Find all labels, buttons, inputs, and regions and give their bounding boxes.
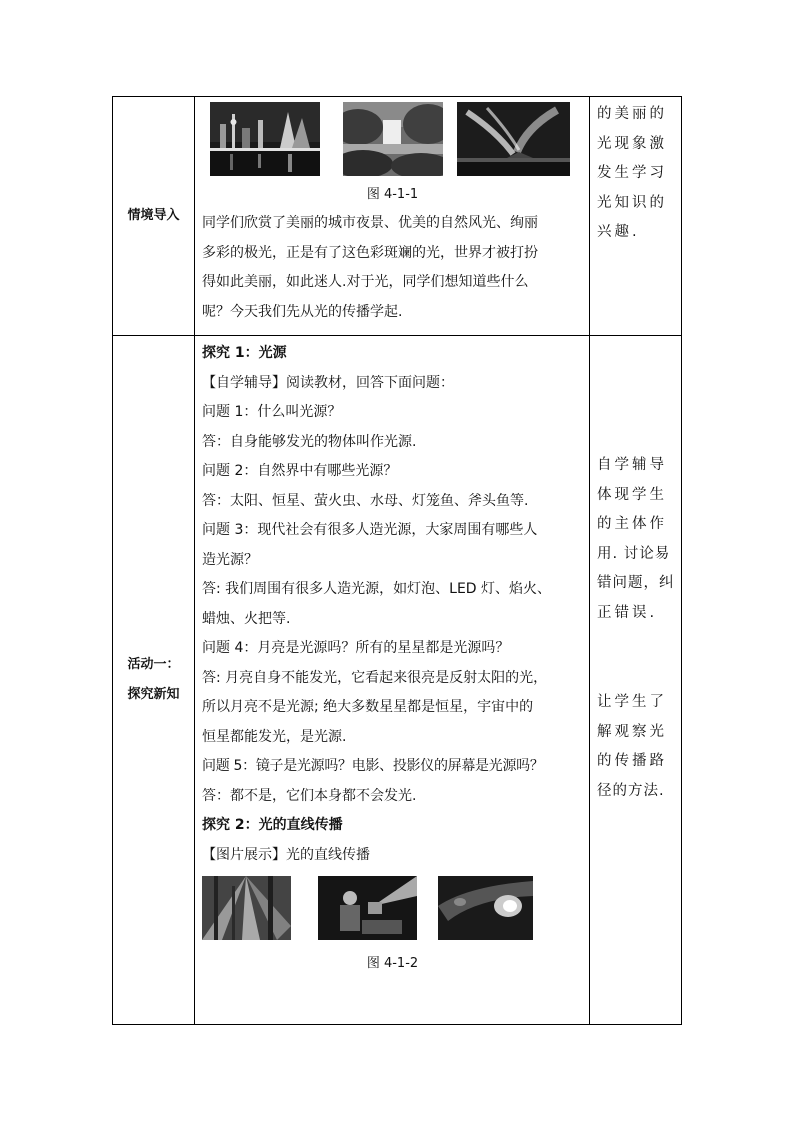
waterfall-photo — [343, 102, 443, 176]
note-line: 正错误. — [597, 604, 658, 621]
row-label-situation — [113, 97, 195, 336]
note-line: 体现学生 — [597, 486, 667, 503]
content-line: 答：都不是，它们本身都不会发光. — [202, 787, 417, 804]
row2-label-line-1: 活动一： — [127, 657, 180, 672]
content-line: 答：自身能够发光的物体叫作光源. — [202, 433, 417, 450]
note-line: 的美丽的 — [597, 106, 667, 122]
row2-label-line-2: 探究新知 — [127, 687, 180, 702]
figure-4-1-2-photos — [202, 876, 583, 942]
row1-label: 情境导入 — [127, 208, 180, 223]
paragraph-line: 得如此美丽，如此迷人.对于光，同学们想知道些什么 — [202, 274, 529, 290]
searchlight-photo — [318, 876, 417, 940]
note-line: 解观察光 — [597, 723, 667, 740]
section-heading-explore-2: 探究 2：光的直线传播 — [202, 817, 343, 833]
note-line: 光知识的 — [597, 194, 667, 211]
row2-notes — [590, 336, 682, 1025]
forest-light-photo — [202, 876, 291, 940]
row-label-activity — [113, 336, 195, 1025]
note-line: 径的方法. — [597, 782, 665, 799]
content-line: 问题 1：什么叫光源？ — [202, 404, 342, 420]
note-line: 自学辅导 — [597, 457, 667, 473]
paragraph-line: 同学们欣赏了美丽的城市夜景、优美的自然风光、绚丽 — [202, 215, 538, 231]
paragraph-line: 多彩的极光，正是有了这色彩斑斓的光，世界才被打扮 — [202, 244, 538, 261]
note-line: 的主体作 — [597, 516, 667, 532]
row2-note-observe — [597, 688, 675, 806]
note-line: 的传播路 — [597, 753, 667, 769]
aurora-photo — [457, 102, 570, 176]
content-line: 答：太阳、恒星、萤火虫、水母、灯笼鱼、斧头鱼等. — [202, 492, 529, 509]
row1-paragraph — [202, 209, 583, 327]
row2-content — [195, 336, 590, 1025]
row2-note-self-study — [597, 451, 675, 628]
note-line: 发生学习 — [597, 165, 667, 181]
content-line: 【自学辅导】阅读教材，回答下面问题： — [202, 374, 454, 391]
row-activity-one — [113, 336, 682, 1025]
section-heading-explore-1: 探究 1：光源 — [202, 345, 287, 361]
content-line: 问题 2：自然界中有哪些光源？ — [202, 463, 398, 479]
car-headlight-photo — [438, 876, 533, 940]
note-line: 兴趣. — [597, 224, 640, 240]
figure-caption-4-1-2: 图 4-1-2 — [366, 956, 419, 971]
content-line: 答: 我们周围有很多人造光源，如灯泡、LED 灯、焰火、 — [202, 581, 552, 597]
content-line: 问题 5：镜子是光源吗？电影、投影仪的屏幕是光源吗？ — [202, 758, 544, 774]
content-line: 造光源？ — [202, 551, 258, 568]
content-line: 【图片展示】光的直线传播 — [202, 846, 370, 863]
row1-content — [195, 97, 590, 336]
lesson-plan-table — [112, 96, 682, 1025]
paragraph-line: 呢？今天我们先从光的传播学起. — [202, 303, 403, 320]
note-line: 光现象激 — [597, 135, 667, 152]
content-line: 蜡烛、火把等. — [202, 610, 291, 627]
note-line: 错问题，纠 — [597, 575, 675, 591]
content-line: 恒星都能发光，是光源. — [202, 728, 347, 745]
figure-caption-4-1-1: 图 4-1-1 — [366, 187, 419, 202]
content-line: 问题 3：现代社会有很多人造光源，大家周围有哪些人 — [202, 522, 538, 538]
note-line: 让学生了 — [597, 694, 667, 710]
figure-4-1-1-photos — [202, 102, 583, 178]
note-line: 用. 讨论易 — [597, 545, 671, 562]
city-night-photo — [210, 102, 320, 176]
content-line: 所以月亮不是光源; 绝大多数星星都是恒星，宇宙中的 — [202, 699, 534, 715]
row1-note — [590, 97, 682, 336]
content-line: 问题 4：月亮是光源吗？所有的星星都是光源吗？ — [202, 640, 510, 656]
row-situation-intro — [113, 97, 682, 336]
content-line: 答: 月亮自身不能发光，它看起来很亮是反射太阳的光， — [202, 669, 548, 686]
